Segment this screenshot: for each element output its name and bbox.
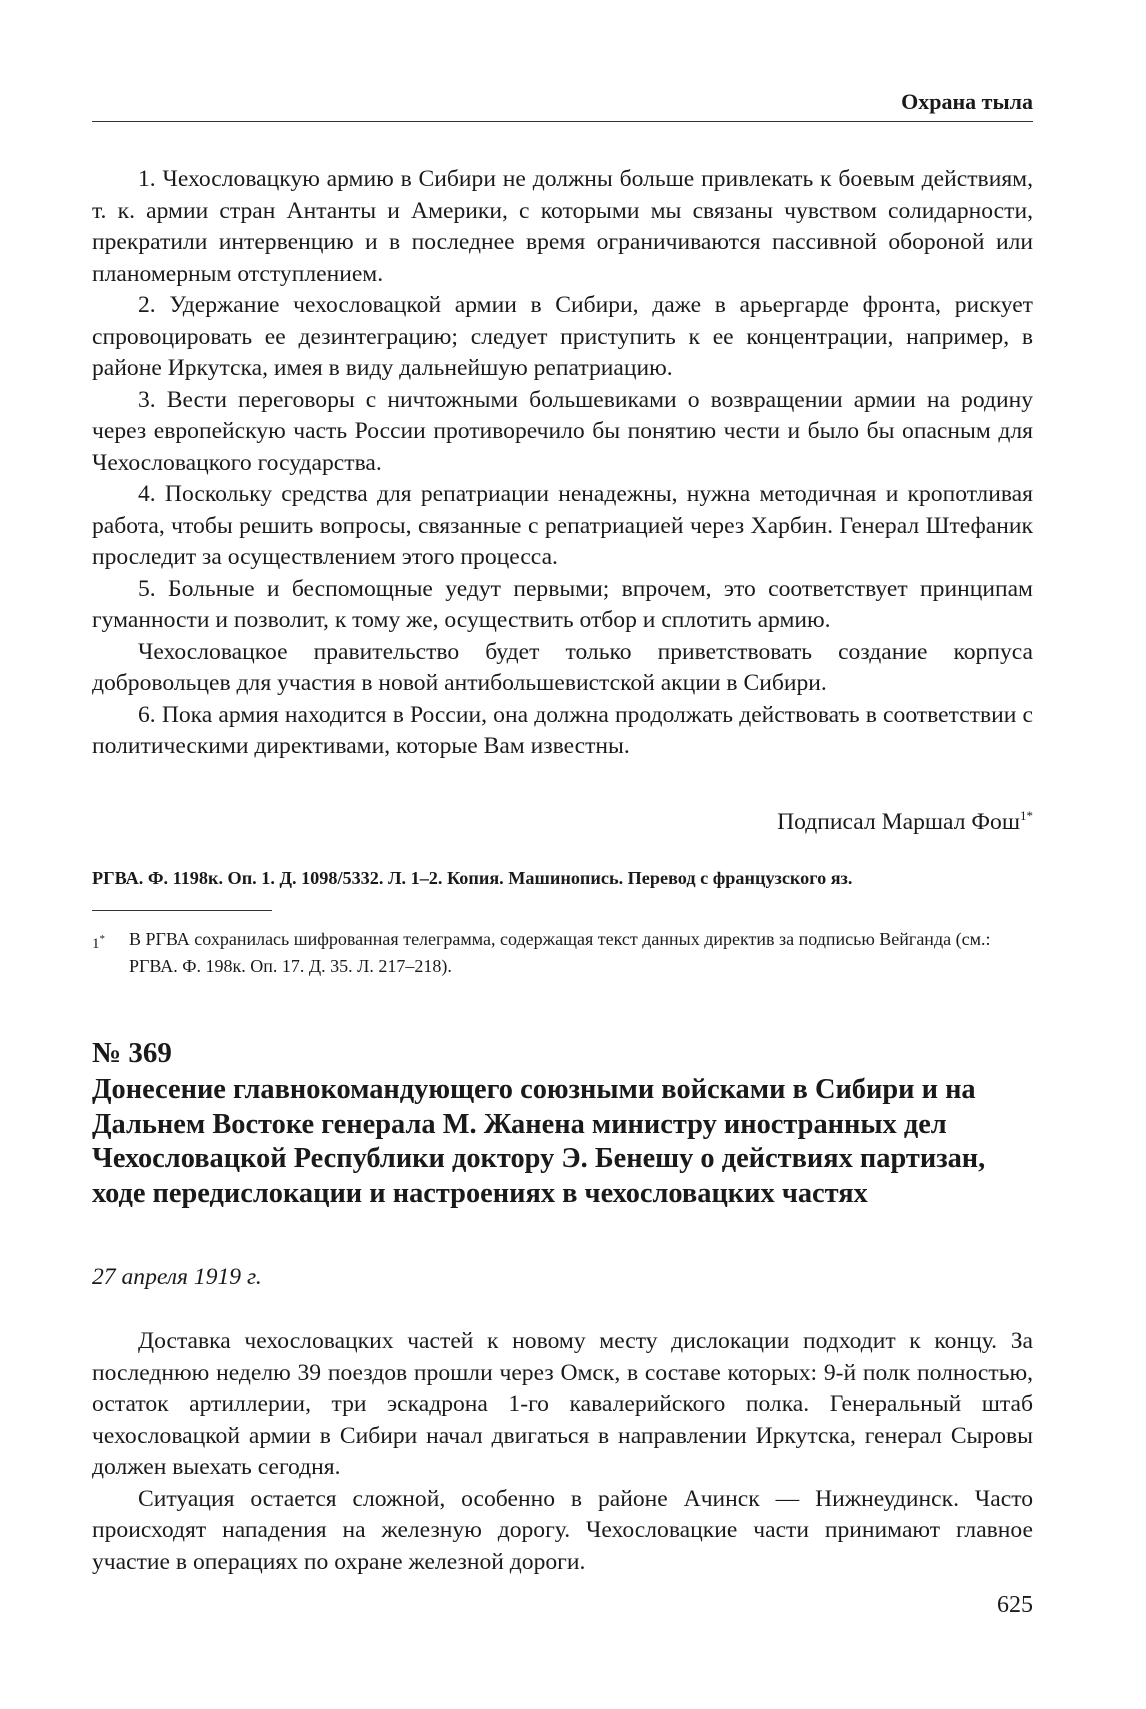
footnote-mark-number: 1: [92, 936, 100, 952]
document-title: Донесение главнокомандующего союзными войсками в Сибири и на Дальнем Востоке генерала М. Жанена министру иностранных дел Чехословацкой Республики доктору Э. Бенешу о действиях партизан, ходе передислокации и настроениях в чехословацких частях: [92, 1074, 986, 1209]
document-paragraph-1: Доставка чехословацких частей к новому месту дислокации подходит к концу. За последнюю неделю 39 поездов прошли через Омск, в составе которых: 9-й полк полностью, остаток артиллерии, три эскадрона 1-го кавалерийского полка. Генеральный штаб чехословацкой армии в Сибири начал двигаться в направлении Иркутска, генерал Сыровы должен выехать сегодня.: [92, 1328, 1033, 1480]
directive-paragraph-3: 3. Вести переговоры с ничтожными большевиками о возвращении армии на родину через европейскую часть России противоречило бы понятию чести и было бы опасным для Чехословацкого государства.: [92, 386, 1033, 476]
footnote-text: В РГВА сохранилась шифрованная телеграмма, содержащая текст данных директив за подписью Вейганда (см.: РГВА. Ф. 198к. Оп. 17. Д. 35. Л. 217–218).: [129, 929, 991, 976]
header-rule: [92, 121, 1033, 122]
directive-paragraph-government: Чехословацкое правительство будет только приветствовать создание корпуса добровольцев для участия в новой антибольшевистской акции в Сибири.: [92, 638, 1033, 696]
signature-line: [92, 801, 1033, 837]
document-body: [92, 1326, 1033, 1578]
footnote-reference[interactable]: 1*: [1020, 808, 1033, 823]
directive-paragraph-6: 6. Пока армия находится в России, она должна продолжать действовать в соответствии с политическими директивами, которые Вам известны.: [92, 701, 1033, 759]
footnote-mark-star: *: [99, 933, 105, 945]
directive-paragraph-1: 1. Чехословацкую армию в Сибири не должны больше привлекать к боевым действиям, т. к. армии стран Антанты и Америки, с которыми мы связаны чувством солидарности, прекратили интервенцию и в последнее время ограничиваются пассивной обороной или планомерным отступлением.: [92, 166, 1033, 287]
directive-body: [92, 164, 1033, 763]
page-number: 625: [997, 1592, 1033, 1618]
footnote-mark: [92, 926, 105, 958]
footnote-rule: [92, 910, 272, 911]
directive-paragraph-2: 2. Удержание чехословацкой армии в Сибири, даже в арьергарде фронта, рискует спровоцировать ее дезинтеграцию; следует приступить к ее концентрации, например, в районе Иркутска, имея в виду дальнейшую репатриацию.: [92, 292, 1033, 381]
directive-paragraph-4: 4. Поскольку средства для репатриации ненадежны, нужна методичная и кропотливая работа, чтобы решить вопросы, связанные с репатриацией через Харбин. Генерал Штефаник проследит за осуществлением этого процесса.: [92, 481, 1033, 570]
footnote: [92, 926, 1033, 980]
running-header: Охрана тыла: [901, 89, 1033, 114]
document-date: 27 апреля 1919 г.: [92, 1264, 262, 1290]
signature-text: Подписал Маршал Фош: [777, 809, 1020, 835]
archive-reference: РГВА. Ф. 1198к. Оп. 1. Д. 1098/5332. Л. 1–2. Копия. Машинопись. Перевод с французского яз.: [92, 868, 853, 888]
document-number: № 369: [92, 1037, 172, 1069]
document-paragraph-2: Ситуация остается сложной, особенно в районе Ачинск — Нижнеудинск. Часто происходят нападения на железную дорогу. Чехословацкие части принимают главное участие в операциях по охране железной дороги.: [92, 1485, 1033, 1575]
directive-paragraph-5: 5. Больные и беспомощные уедут первыми; впрочем, это соответствует принципам гуманности и позволит, к тому же, осуществить отбор и сплотить армию.: [92, 575, 1033, 633]
